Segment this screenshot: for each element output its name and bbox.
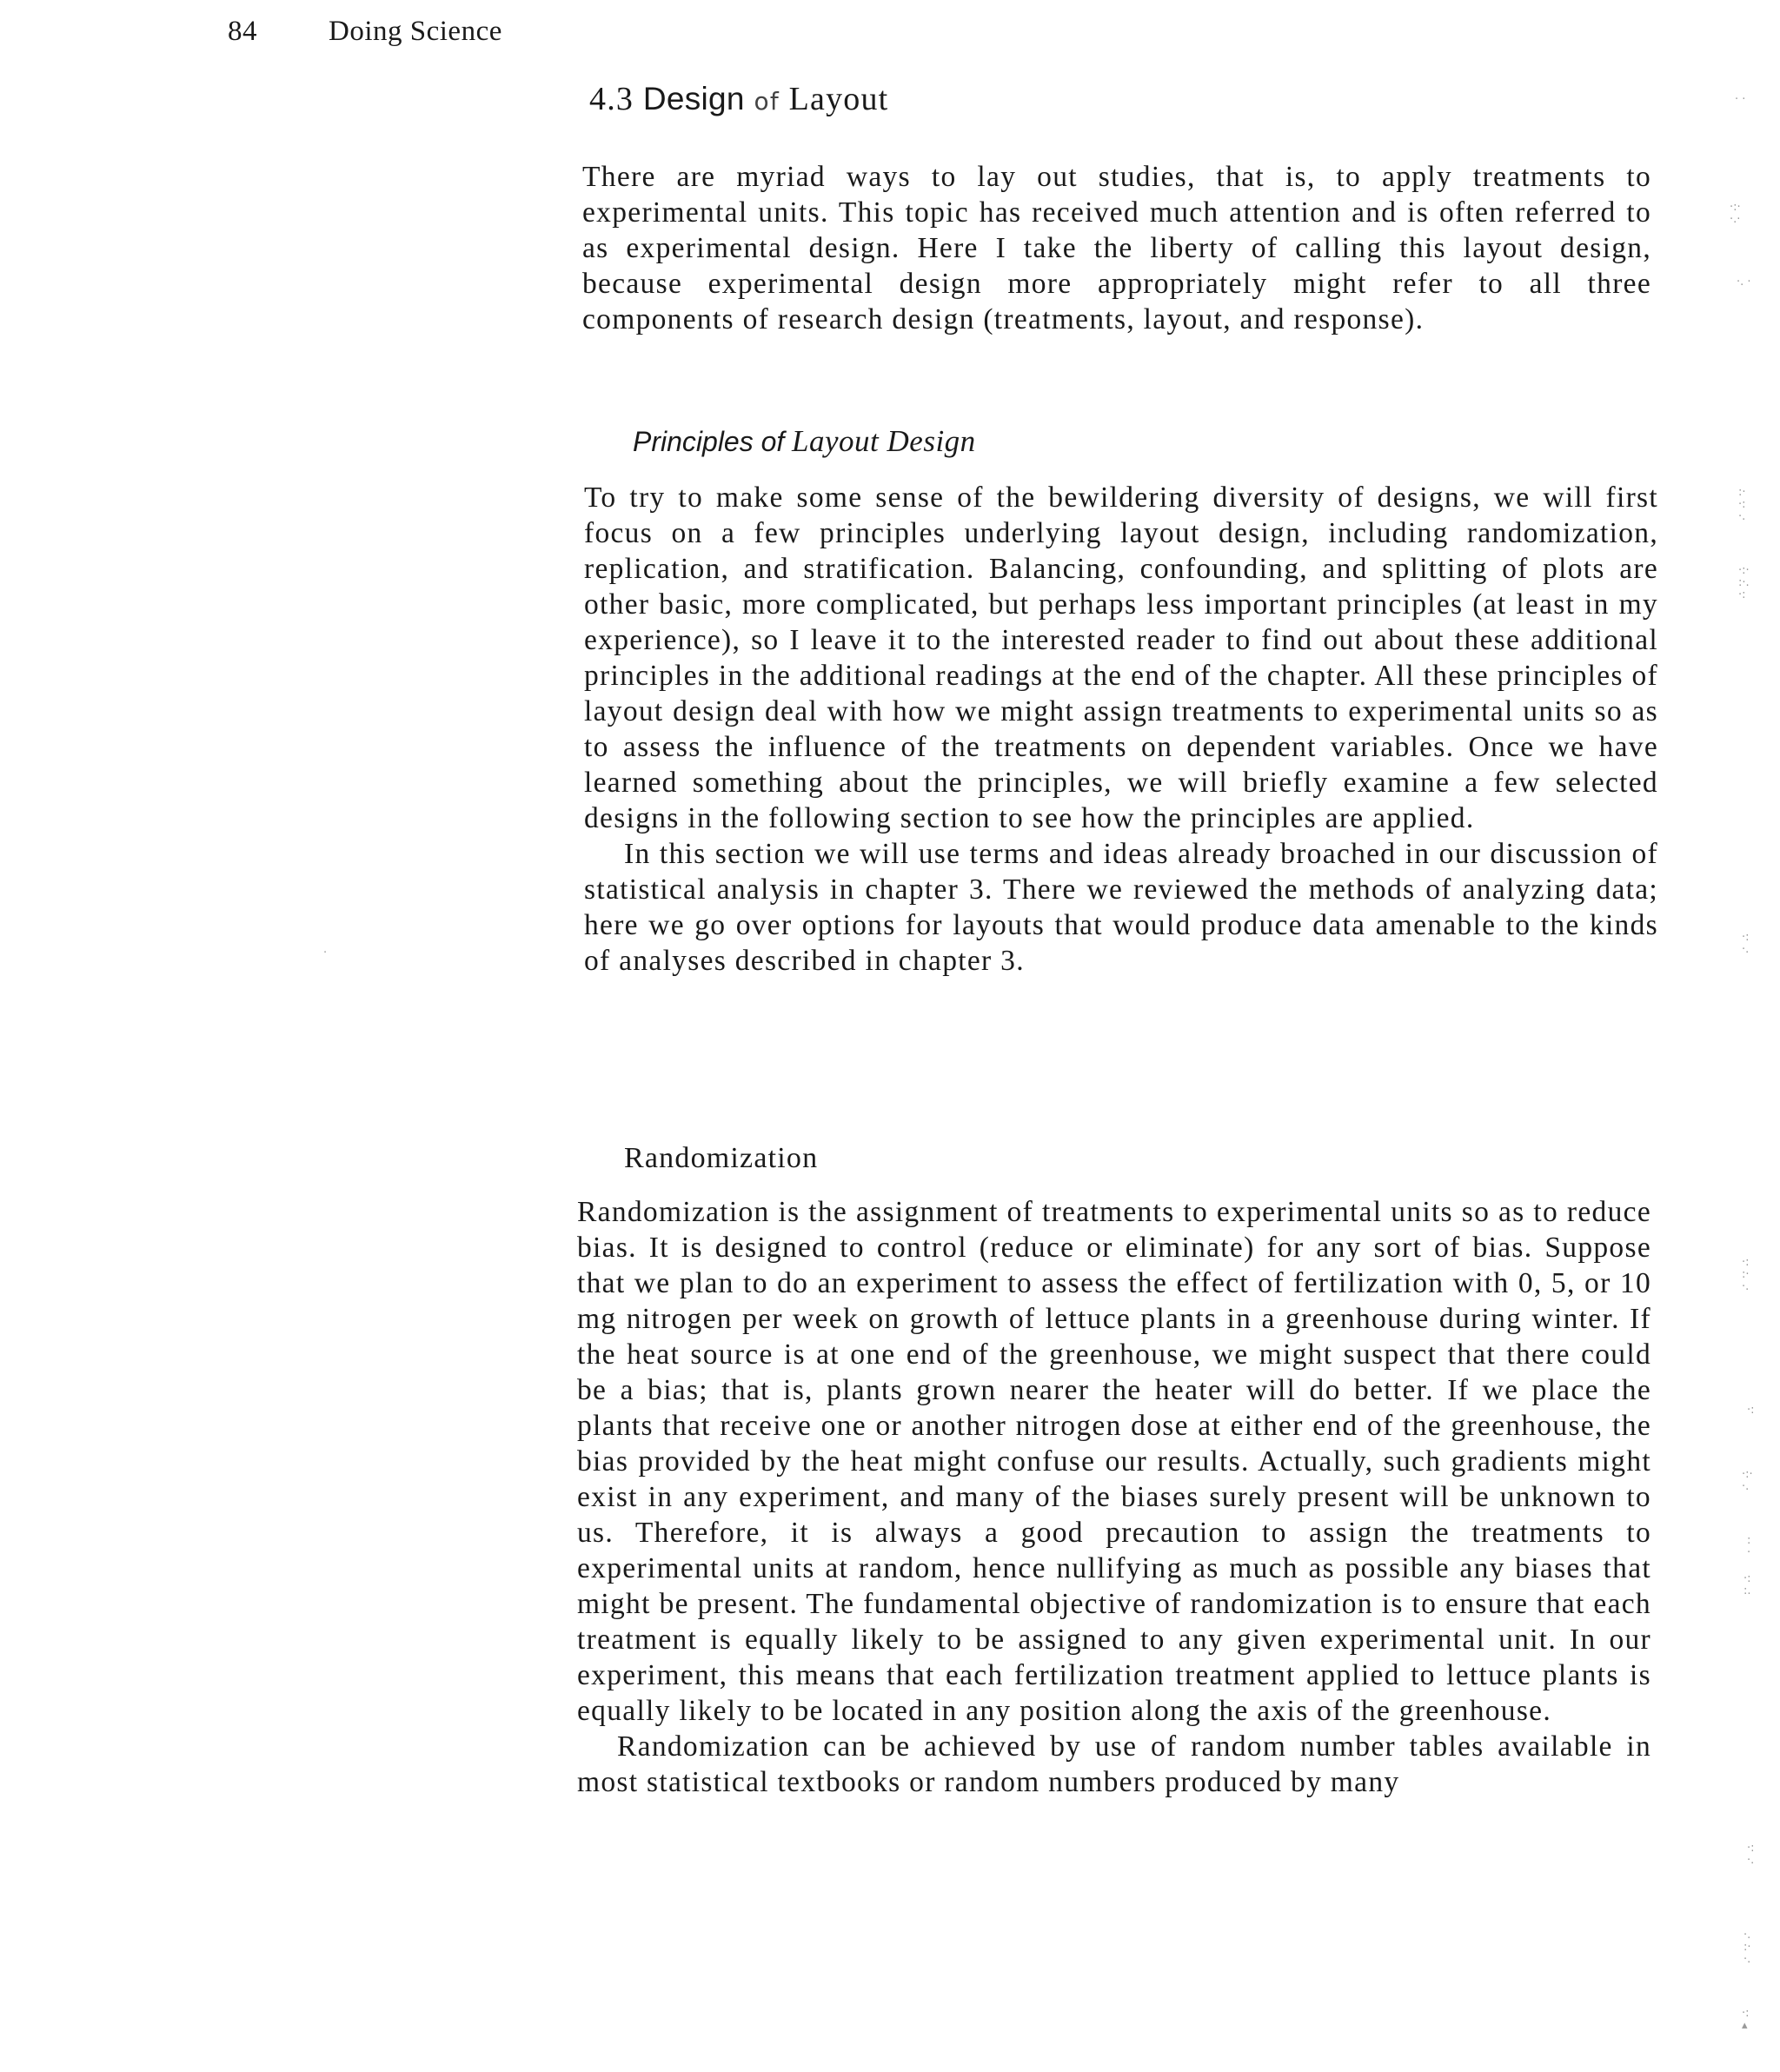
scan-speck: ·. · bbox=[1737, 276, 1751, 289]
scan-speck: ·:· ·.· bbox=[1730, 201, 1741, 226]
intro-paragraph-block bbox=[582, 159, 1651, 337]
book-title: Doing Science bbox=[329, 16, 502, 47]
randomization-text-block bbox=[577, 1194, 1651, 1800]
principles-paragraph: To try to make some sense of the bewildering diversity of designs, we will first focus on a few principles underlying layout design, including randomization, replication, and stratification. Balancing, confounding, and splitting of plots are other basic, more complicated, but perhaps less important principles (at least in my experience), so I leave it to the interested reader to find out about these additional principles in the additional readings at the end of the chapter. All these principles of layout design deal with how we might assign treatments to experimental units so as to assess the influence of the treatments on dependent variables. Once we have learned something about the principles, we will briefly examine a few selected designs in the following section to see how the principles are applied. bbox=[584, 481, 1658, 834]
section-number: 4.3 bbox=[589, 81, 634, 117]
section-title-word2: of bbox=[754, 87, 780, 116]
scan-speck: ·: ▴ bbox=[1742, 2007, 1750, 2032]
principles-text-block bbox=[584, 480, 1658, 979]
principles-paragraph: In this section we will use terms and ideas already broached in our discussion of statistical analysis in chapter 3. There we reviewed the methods of analyzing data; here we go over options for layouts that would produce data amenable to the kinds of analyses described in chapter 3. bbox=[584, 838, 1658, 977]
scan-speck: · · bbox=[1735, 93, 1746, 106]
page-number: 84 bbox=[228, 16, 257, 47]
scan-speck: ·: :· ·. bbox=[1742, 1256, 1750, 1293]
scan-speck: ·: :. bbox=[1743, 1572, 1751, 1597]
intro-paragraph: There are myriad ways to lay out studies, that is, to apply treatments to experimental units. This topic has received much attention and is often referred to as experimental design. Here I take the liberty of calling this layout design, because experimental design more appropriately might refer to all three components of research design (treatments, layout, and response). bbox=[582, 161, 1651, 335]
running-head bbox=[228, 16, 502, 48]
randomization-paragraph: Randomization is the assignment of treatments to experimental units so as to reduce bias. It is designed to control (reduce or eliminate) for any sort of bias. Suppose that we plan to do an experiment to assess the effect of fertilization with 0, 5, or 10 mg nitrogen per week on growth of lettuce plants in a greenhouse during winter. If the heat source is at one end of the greenhouse, we might suspect that there could be a bias; that is, plants grown nearer the heater will do better. If we place the plants that receive one or another nitrogen dose at either end of the greenhouse, the bias provided by the heat might confuse our results. Actually, such gradients might exist in any experiment, and many of the biases surely present will be unknown to us. Therefore, it is always a good precaution to assign the treatments to experimental units at random, hence nullifying as much as possible any biases that might be present. The fundamental objective of randomization is to ensure that each treatment is equally likely to be assigned to any given experimental unit. In our experiment, this means that each fertilization treatment applied to lettuce plants is equally likely to be located in any position along the axis of the greenhouse. bbox=[577, 1196, 1651, 1727]
principles-heading bbox=[633, 424, 976, 459]
scan-speck: ·:· ·. bbox=[1742, 1468, 1753, 1493]
scan-speck: : · bbox=[1747, 1534, 1751, 1559]
section-heading bbox=[589, 80, 888, 118]
scan-speck: :· ·: ·. bbox=[1738, 486, 1746, 523]
scan-speck: ·: ·. bbox=[1747, 1842, 1755, 1867]
section-title-word3: Layout bbox=[788, 81, 889, 117]
principles-heading-part2: Layout Design bbox=[792, 424, 976, 458]
section-title-word1: Design bbox=[642, 81, 745, 116]
scan-speck: ·: bbox=[1747, 1404, 1755, 1417]
principles-heading-part1: Principles of bbox=[633, 426, 785, 457]
randomization-heading: Randomization bbox=[624, 1142, 819, 1174]
randomization-paragraph: Randomization can be achieved by use of random number tables available in most statistical textbooks or random numbers produced by many bbox=[577, 1730, 1651, 1798]
scan-speck: · bbox=[323, 946, 328, 960]
scan-speck: ·: ·. bbox=[1742, 931, 1750, 956]
scan-speck: ·. :· ·. bbox=[1743, 1929, 1751, 1966]
scan-speck: ·:· :·. ·: bbox=[1738, 564, 1750, 601]
